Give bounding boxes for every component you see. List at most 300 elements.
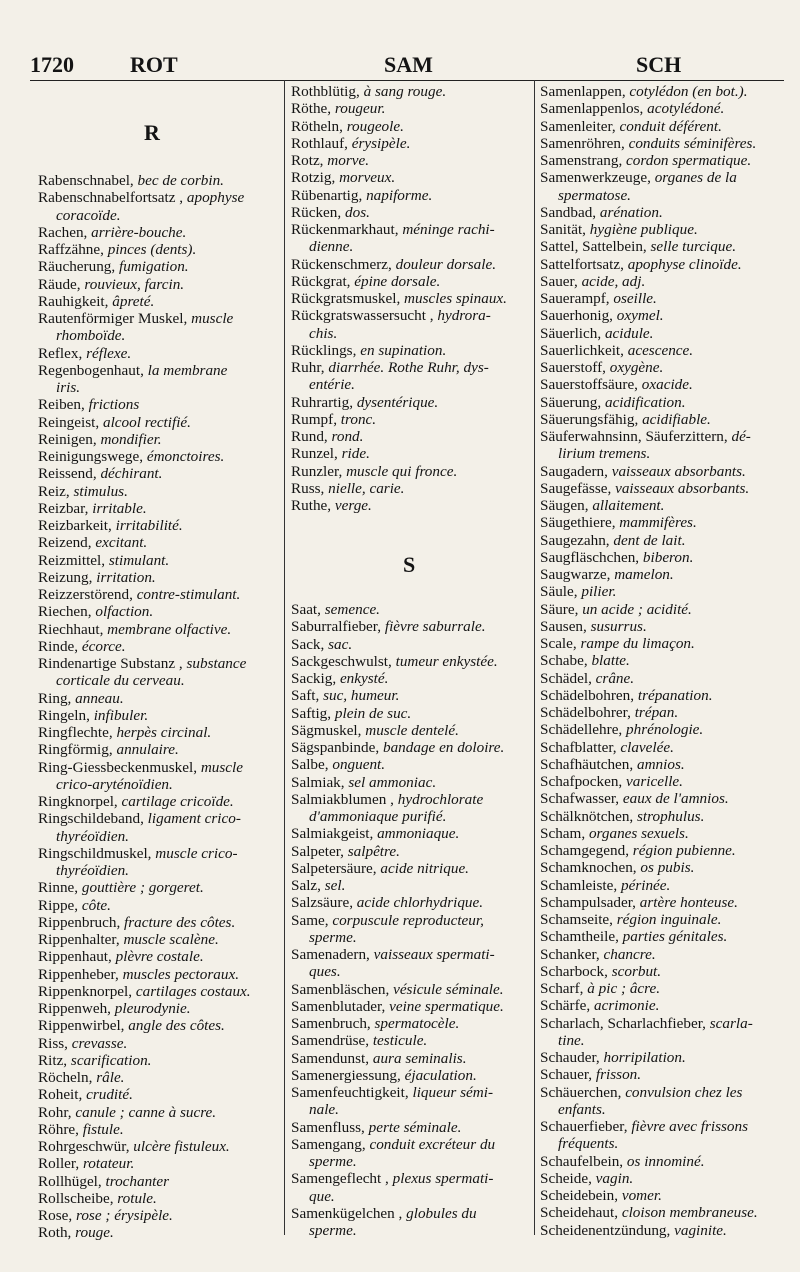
headword: Schamgegend,	[540, 842, 633, 859]
translation: entérie.	[309, 376, 355, 394]
translation: périnée.	[620, 876, 671, 894]
headword: Reizbarkeit,	[38, 517, 116, 534]
entry-continuation	[540, 1032, 786, 1049]
translation: muscles pectoraux.	[122, 965, 239, 983]
headword: Schauerfieber,	[540, 1118, 632, 1135]
dictionary-entry	[291, 169, 531, 186]
entry-continuation	[291, 325, 531, 342]
headword: Samenlappenlos,	[540, 100, 648, 118]
headword: Schamknochen,	[540, 859, 641, 877]
headword: Ring-Giessbeckenmuskel,	[38, 758, 201, 776]
dictionary-entry	[540, 980, 786, 997]
translation: arrière-bouche.	[91, 223, 187, 241]
dictionary-entry	[291, 342, 531, 359]
headword: Same,	[291, 911, 333, 929]
entry-continuation	[38, 207, 278, 224]
translation: globules du	[406, 1204, 477, 1222]
translation: nielle, carie.	[328, 479, 405, 497]
headword: Samenwerkzeuge,	[540, 169, 655, 187]
translation: enkysté.	[339, 670, 389, 687]
dictionary-entry	[38, 845, 278, 862]
translation: vomer.	[621, 1187, 662, 1204]
translation: rouvieux, farcin.	[84, 275, 185, 293]
entry-continuation	[38, 862, 278, 879]
headword: Ruthe,	[291, 497, 335, 514]
translation: onguent.	[332, 756, 386, 774]
dictionary-entry	[540, 1170, 786, 1187]
dictionary-entry	[291, 1119, 531, 1136]
dictionary-entry	[291, 894, 531, 911]
translation: réflexe.	[86, 344, 132, 362]
entry-continuation	[540, 1135, 786, 1152]
dictionary-entry	[540, 859, 786, 876]
dictionary-entry	[540, 1015, 786, 1032]
dictionary-entry	[540, 652, 786, 669]
translation: salpêtre.	[347, 842, 400, 860]
headword: Scale,	[540, 635, 581, 652]
dictionary-entry	[540, 135, 786, 152]
translation: scarla-	[709, 1014, 753, 1032]
headword: Ringeln,	[38, 706, 94, 724]
dictionary-entry	[38, 707, 278, 724]
headword: Rollscheibe,	[38, 1189, 118, 1207]
translation: oxacide.	[641, 376, 693, 394]
headword: Samenblutader,	[291, 997, 390, 1015]
headword: Salzsäure,	[291, 894, 357, 912]
headword: Schafblatter,	[540, 738, 621, 756]
headword: Samenergiessung,	[291, 1066, 405, 1084]
headword: Rötheln,	[291, 117, 347, 135]
dictionary-entry	[291, 1170, 531, 1187]
entry-continuation	[38, 776, 278, 793]
headword: Salmiak,	[291, 773, 349, 791]
headword: Salmiakblumen ,	[291, 790, 398, 808]
dictionary-entry	[38, 914, 278, 931]
dictionary-entry	[540, 842, 786, 859]
translation: acidification.	[604, 393, 686, 411]
headword: Sauerlichkeit,	[540, 341, 628, 359]
translation: vaginite.	[674, 1221, 727, 1239]
translation: chancre.	[603, 945, 656, 963]
dictionary-entry	[540, 256, 786, 273]
translation: scarification.	[70, 1051, 152, 1069]
dictionary-entry	[38, 879, 278, 896]
translation: semence.	[324, 601, 380, 618]
dictionary-entry	[38, 517, 278, 534]
headword: Runzel,	[291, 445, 342, 463]
translation: muscle	[200, 758, 244, 776]
translation: herpès circinal.	[116, 724, 212, 741]
dictionary-entry	[291, 1050, 531, 1067]
headword: Ringknorpel,	[38, 793, 122, 810]
translation: hygiène publique.	[589, 221, 698, 238]
dictionary-entry	[38, 1155, 278, 1172]
translation: organes sexuels.	[588, 824, 689, 842]
dictionary-entry	[38, 759, 278, 776]
headword: Reinigungswege,	[38, 448, 147, 465]
translation: conduits séminifères.	[628, 134, 757, 152]
translation: rougeole.	[346, 117, 404, 135]
translation: diarrhée. Rothe Ruhr, dys-	[328, 359, 489, 376]
translation: fièvre avec frissons	[631, 1118, 748, 1135]
headword: Rücklings,	[291, 341, 361, 359]
headword: Schädelbohren,	[540, 686, 638, 704]
dictionary-entry	[540, 463, 786, 480]
headword: Ringflechte,	[38, 724, 117, 741]
translation: sperme.	[309, 1222, 357, 1239]
section-heading-s: S	[403, 552, 416, 577]
headword: Samenfluss,	[291, 1118, 369, 1136]
translation: tumeur enkystée.	[395, 652, 498, 670]
dictionary-entry	[38, 586, 278, 603]
entry-continuation	[38, 828, 278, 845]
dictionary-entry	[540, 204, 786, 221]
headword: Salmiakgeist,	[291, 825, 378, 843]
headword: Rippenknorpel,	[38, 982, 136, 1000]
dictionary-entry	[540, 997, 786, 1014]
headword: Scharlach, Scharlachfieber,	[540, 1014, 710, 1032]
dictionary-entry	[291, 877, 531, 894]
translation: iris.	[56, 379, 81, 396]
headword: Schampulsader,	[540, 893, 640, 911]
translation: excitant.	[95, 534, 148, 552]
column-middle-top	[291, 83, 531, 514]
dictionary-entry	[38, 431, 278, 448]
translation: morveux.	[339, 169, 396, 187]
translation: thyréoïdien.	[56, 827, 129, 845]
entry-continuation	[291, 1153, 531, 1170]
dictionary-entry	[38, 345, 278, 362]
headword: Säure,	[540, 600, 583, 618]
translation: thyréoïdien.	[56, 862, 129, 879]
page-number: 1720	[30, 52, 74, 77]
dictionary-entry	[291, 618, 531, 635]
dictionary-entry	[38, 1052, 278, 1069]
dictionary-entry	[291, 756, 531, 773]
translation: acide, adj.	[581, 272, 646, 290]
headword: Schädellehre,	[540, 721, 627, 739]
dictionary-entry	[540, 911, 786, 928]
dictionary-entry	[540, 756, 786, 773]
translation: veine spermatique.	[389, 997, 504, 1015]
headword: Säuerungsfähig,	[540, 410, 643, 428]
translation: région pubienne.	[632, 842, 736, 859]
headword: Samenadern,	[291, 946, 374, 963]
headword: Reizzerstörend,	[38, 586, 137, 603]
dictionary-entry	[540, 514, 786, 531]
dictionary-entry	[291, 912, 531, 929]
headword: Schafpocken,	[540, 773, 627, 790]
headword: Riechhaut,	[38, 620, 108, 638]
translation: acide chlorhydrique.	[356, 894, 484, 912]
translation: trépan.	[634, 704, 679, 721]
dictionary-entry	[38, 1069, 278, 1086]
dictionary-entry	[291, 480, 531, 497]
headword: Sattel, Sattelbein,	[540, 238, 651, 256]
translation: dysentérique.	[356, 393, 439, 411]
headword: Sauerampf,	[540, 290, 614, 307]
headword: Scheide,	[540, 1169, 596, 1187]
headword: Samendrüse,	[291, 1032, 373, 1050]
column-right	[540, 83, 786, 1239]
translation: vaisseaux absorbants.	[611, 462, 746, 480]
headword: Reingeist,	[38, 413, 103, 431]
dictionary-entry	[291, 1067, 531, 1084]
dictionary-entry	[540, 549, 786, 566]
dictionary-entry	[38, 1138, 278, 1155]
translation: rotateur.	[82, 1155, 135, 1173]
translation: pilier.	[581, 583, 617, 601]
dictionary-entry	[540, 618, 786, 635]
dictionary-entry	[38, 655, 278, 672]
translation: oxymel.	[616, 307, 664, 325]
headword: Rippenweh,	[38, 1000, 115, 1017]
dictionary-entry	[38, 258, 278, 275]
translation: hydrora-	[437, 307, 491, 325]
headword: Schädel,	[540, 669, 596, 687]
headword: Röcheln,	[38, 1069, 97, 1086]
dictionary-entry	[38, 690, 278, 707]
headword: Schauer,	[540, 1066, 596, 1084]
headword: Scheidebein,	[540, 1187, 622, 1204]
dictionary-entry	[291, 497, 531, 514]
headword: Rübenartig,	[291, 186, 367, 204]
headword: Rinne,	[38, 879, 82, 897]
headword: Ring,	[38, 689, 76, 707]
translation: vagin.	[595, 1169, 634, 1187]
headword: Samenleiter,	[540, 117, 620, 135]
headword: Rotzig,	[291, 169, 340, 187]
header-rule	[30, 80, 784, 81]
headword: Samenlappen,	[540, 83, 630, 100]
translation: annulaire.	[116, 741, 179, 759]
headword: Sauerhonig,	[540, 307, 617, 325]
dictionary-entry	[38, 603, 278, 620]
headword: Rückenmarkhaut,	[291, 221, 403, 238]
headword: Schamleiste,	[540, 876, 621, 894]
translation: muscles spinaux.	[404, 290, 507, 307]
translation: rampe du limaçon.	[580, 635, 695, 652]
translation: substance	[186, 655, 247, 672]
translation: éjaculation.	[404, 1066, 477, 1084]
entry-continuation	[38, 672, 278, 689]
headword: Samenkügelchen ,	[291, 1204, 407, 1222]
translation: âpreté.	[112, 292, 155, 310]
translation: trochanter	[105, 1172, 170, 1190]
dictionary-entry	[540, 428, 786, 445]
headword: Sanität,	[540, 221, 590, 238]
dictionary-entry	[38, 362, 278, 379]
dictionary-entry	[291, 1032, 531, 1049]
dictionary-entry	[38, 1207, 278, 1224]
translation: acide nitrique.	[380, 859, 469, 877]
headword: Schamseite,	[540, 911, 617, 928]
translation: acotylédoné.	[647, 100, 725, 118]
translation: sel ammoniac.	[348, 773, 437, 791]
dictionary-entry	[540, 497, 786, 514]
translation: chis.	[309, 324, 338, 342]
translation: épine dorsale.	[354, 272, 441, 290]
dictionary-entry	[291, 791, 531, 808]
translation: corpuscule reproducteur,	[332, 911, 484, 929]
dictionary-entry	[38, 621, 278, 638]
dictionary-entry	[291, 670, 531, 687]
headword: Salz,	[291, 877, 325, 894]
dictionary-entry	[540, 1066, 786, 1083]
headword: Rothblütig,	[291, 83, 364, 100]
dictionary-entry	[540, 704, 786, 721]
headword: Regenbogenhaut,	[38, 361, 148, 379]
headword: Sauerstoff,	[540, 359, 610, 376]
translation: membrane olfactive.	[107, 620, 232, 638]
headword: Schälknötchen,	[540, 807, 638, 825]
dictionary-entry	[291, 445, 531, 462]
headword: Salbe,	[291, 756, 333, 774]
dictionary-entry	[540, 221, 786, 238]
dictionary-entry	[540, 376, 786, 393]
headword: Rückgratswassersucht ,	[291, 307, 438, 325]
translation: muscle qui fronce.	[346, 462, 458, 480]
headword: Sattelfortsatz,	[540, 255, 628, 273]
translation: mondifier.	[100, 430, 162, 448]
translation: tronc.	[340, 410, 377, 428]
translation: stimulant.	[108, 551, 170, 569]
headword: Samenröhren,	[540, 134, 629, 152]
headword: Rinde,	[38, 637, 82, 655]
translation: hydrochlorate	[397, 790, 484, 808]
dictionary-entry	[291, 739, 531, 756]
translation: râle.	[96, 1069, 125, 1086]
translation: émonctoires.	[146, 448, 225, 465]
header-center: SAM	[384, 52, 433, 77]
dictionary-entry	[540, 1049, 786, 1066]
translation: conduit déférent.	[619, 117, 722, 135]
headword: Saugadern,	[540, 462, 612, 480]
dictionary-entry	[540, 152, 786, 169]
dictionary-entry	[291, 118, 531, 135]
headword: Räucherung,	[38, 258, 119, 276]
dictionary-entry	[38, 1086, 278, 1103]
dictionary-entry	[291, 998, 531, 1015]
headword: Rotz,	[291, 152, 328, 169]
dictionary-entry	[38, 931, 278, 948]
translation: aura seminalis.	[372, 1049, 467, 1067]
entry-continuation	[291, 1222, 531, 1239]
headword: Saugefässe,	[540, 479, 616, 497]
translation: tine.	[558, 1031, 585, 1049]
dictionary-entry	[540, 601, 786, 618]
translation: selle turcique.	[650, 238, 736, 256]
translation: cordon spermatique.	[626, 152, 752, 169]
dictionary-entry	[540, 532, 786, 549]
headword: Säuerlich,	[540, 324, 605, 342]
translation: d'ammoniaque purifié.	[309, 808, 447, 825]
translation: muscle scalène.	[123, 931, 219, 948]
translation: cartilages costaux.	[135, 982, 251, 1000]
translation: coracoïde.	[56, 206, 121, 224]
translation: amnios.	[637, 755, 685, 773]
column-middle-bottom	[291, 601, 531, 1239]
dictionary-entry	[540, 359, 786, 376]
dictionary-entry	[540, 480, 786, 497]
translation: anneau.	[75, 689, 124, 707]
dictionary-entry	[540, 1153, 786, 1170]
translation: rougeur.	[334, 100, 386, 118]
dictionary-entry	[540, 635, 786, 652]
translation: à pic ; âcre.	[587, 980, 661, 997]
translation: varicelle.	[626, 773, 683, 790]
headword: Sandbad,	[540, 203, 600, 221]
translation: perte séminale.	[368, 1118, 462, 1136]
headword: Schanker,	[540, 945, 604, 963]
dictionary-entry	[291, 825, 531, 842]
translation: région inguinale.	[616, 911, 722, 928]
translation: déchirant.	[100, 465, 163, 483]
translation: oxygène.	[609, 359, 664, 376]
translation: érysipèle.	[351, 134, 411, 152]
headword: Samengeflecht ,	[291, 1170, 393, 1188]
dictionary-entry	[38, 189, 278, 206]
dictionary-entry	[540, 773, 786, 790]
translation: plexus spermati-	[392, 1170, 494, 1188]
translation: ulcère fistuleux.	[133, 1138, 230, 1155]
translation: lirium tremens.	[558, 445, 651, 463]
headword: Schaufelbein,	[540, 1152, 627, 1170]
translation: ammoniaque.	[377, 825, 460, 843]
translation: dé-	[731, 428, 751, 445]
dictionary-entry	[38, 1035, 278, 1052]
headword: Reiben,	[38, 396, 89, 414]
dictionary-entry	[540, 1118, 786, 1135]
translation: acrimonie.	[593, 997, 660, 1015]
dictionary-entry	[540, 946, 786, 963]
headword: Salpeter,	[291, 842, 348, 860]
dictionary-entry	[38, 414, 278, 431]
headword: Saft,	[291, 687, 324, 705]
translation: fièvre saburrale.	[384, 618, 486, 636]
headword: Runzler,	[291, 462, 347, 480]
dictionary-entry	[38, 1121, 278, 1138]
translation: bec de corbin.	[137, 172, 224, 189]
headword: Rippenbruch,	[38, 913, 125, 931]
dictionary-entry	[540, 928, 786, 945]
translation: eaux de l'amnios.	[622, 790, 729, 808]
entry-continuation	[291, 238, 531, 255]
translation: irritation.	[96, 568, 156, 586]
dictionary-entry	[38, 897, 278, 914]
dictionary-entry	[291, 860, 531, 877]
headword: Ringschildmuskel,	[38, 844, 156, 862]
translation: gouttière ; gorgeret.	[81, 879, 204, 897]
translation: rond.	[331, 428, 364, 445]
translation: acidifiable.	[642, 410, 711, 428]
translation: en supination.	[360, 341, 447, 359]
headword: Ritz,	[38, 1051, 71, 1069]
dictionary-entry	[38, 741, 278, 758]
dictionary-entry	[291, 946, 531, 963]
translation: alcool rectifié.	[102, 413, 191, 431]
dictionary-entry	[38, 500, 278, 517]
dictionary-entry	[291, 653, 531, 670]
headword: Sack,	[291, 635, 329, 653]
translation: acescence.	[627, 341, 694, 359]
translation: muscle crico-	[155, 844, 238, 862]
translation: os innominé.	[626, 1152, 705, 1170]
translation: méninge rachi-	[402, 221, 495, 238]
headword: Rabenschnabelfortsatz ,	[38, 189, 187, 207]
headword: Sausen,	[540, 617, 591, 635]
translation: parties génitales.	[622, 928, 728, 946]
